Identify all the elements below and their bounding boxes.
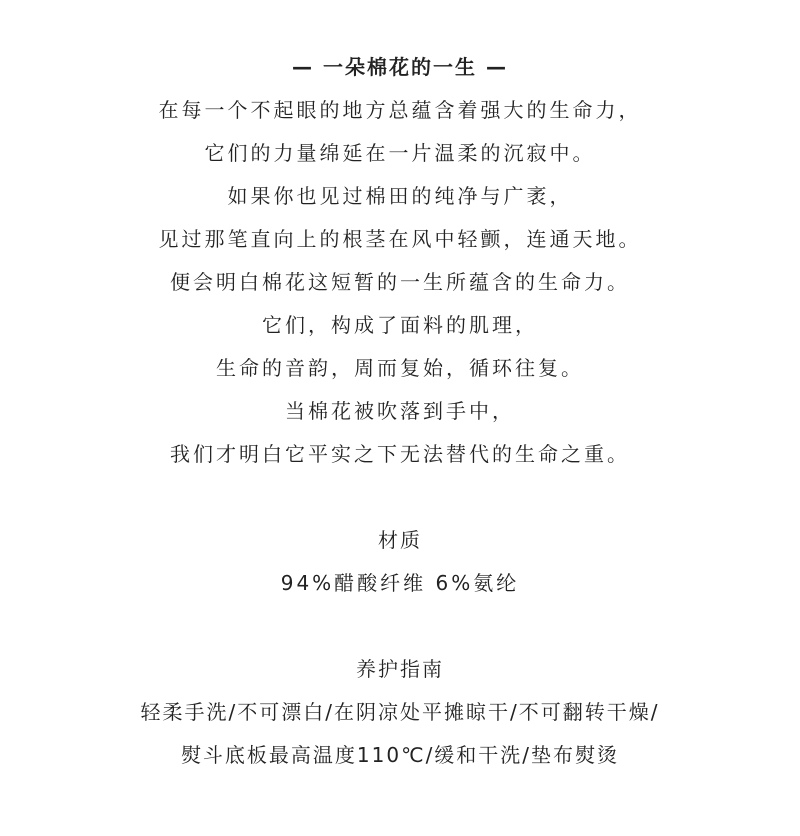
poem-line-8: 当棉花被吹落到手中，	[285, 399, 515, 423]
care-heading: 养护指南	[356, 657, 444, 681]
poem-line-5: 便会明白棉花这短暂的一生所蕴含的生命力。	[170, 270, 630, 294]
poem-line-3: 如果你也见过棉田的纯净与广袤，	[227, 184, 573, 208]
poem-line-2: 它们的力量绵延在一片温柔的沉寂中。	[204, 141, 596, 165]
poem-line-6: 它们，构成了面料的肌理，	[262, 313, 538, 337]
material-heading: 材质	[378, 528, 422, 552]
poem-line-9: 我们才明白它平实之下无法替代的生命之重。	[170, 442, 630, 466]
care-line-1: 轻柔手洗/不可漂白/在阴凉处平摊晾干/不可翻转干燥/	[140, 700, 660, 724]
material-value: 94%醋酸纤维 6%氨纶	[280, 571, 520, 595]
page-title: — 一朵棉花的一生 —	[292, 55, 508, 79]
poem-line-7: 生命的音韵，周而复始，循环往复。	[216, 356, 584, 380]
poem-line-4: 见过那笔直向上的根茎在风中轻颤，连通天地。	[158, 227, 642, 251]
poem-line-1: 在每一个不起眼的地方总蕴含着强大的生命力，	[158, 98, 642, 122]
care-line-2: 熨斗底板最高温度110℃/缓和干洗/垫布熨烫	[180, 743, 620, 767]
